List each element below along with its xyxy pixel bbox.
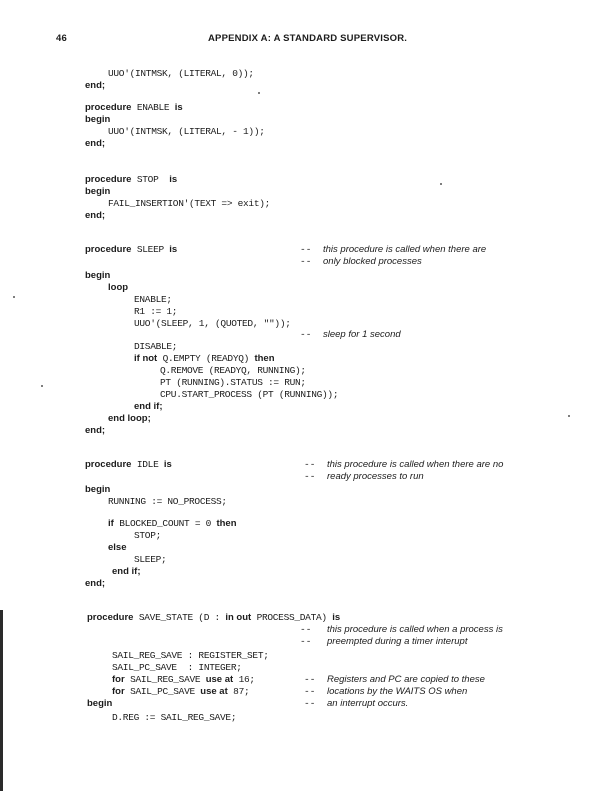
comment-dash: -- — [304, 686, 316, 697]
code-line: UUO'(SLEEP, 1, (QUOTED, "")); — [134, 318, 291, 329]
code-line: begin — [85, 484, 111, 495]
code-line: end; — [85, 210, 106, 221]
code-line: begin — [85, 270, 111, 281]
procedure-stop-header: procedure STOP is — [85, 174, 178, 185]
running-title: APPENDIX A: A STANDARD SUPERVISOR. — [208, 33, 408, 44]
code-line: loop — [108, 282, 129, 293]
code-line: UUO'(INTMSK, (LITERAL, - 1)); — [108, 126, 265, 137]
code-line: end; — [85, 425, 106, 436]
code-line: end if; — [112, 566, 141, 577]
code-line: UUO'(INTMSK, (LITERAL, 0)); — [108, 68, 254, 79]
comment-dash: -- — [304, 459, 316, 470]
code-line: ENABLE; — [134, 294, 172, 305]
comment-dash: -- — [304, 471, 316, 482]
code-line: SAIL_REG_SAVE : REGISTER_SET; — [112, 650, 269, 661]
code-line: Q.REMOVE (READYQ, RUNNING); — [160, 365, 306, 376]
comment: locations by the WAITS OS when — [327, 686, 468, 697]
comment-dash: -- — [300, 244, 312, 255]
comment-dash: -- — [300, 329, 312, 340]
comment: an interrupt occurs. — [327, 698, 409, 709]
code-line: end; — [85, 578, 106, 589]
comment: only blocked processes — [323, 256, 422, 267]
code-line: begin — [85, 114, 111, 125]
procedure-sleep-header: procedure SLEEP is — [85, 244, 178, 255]
code-line: DISABLE; — [134, 341, 178, 352]
code-line: if not Q.EMPTY (READYQ) then — [134, 353, 275, 364]
scan-speck — [258, 92, 260, 94]
code-line: R1 := 1; — [134, 306, 178, 317]
procedure-enable-header: procedure ENABLE is — [85, 102, 183, 113]
code-line: end if; — [134, 401, 163, 412]
scan-edge — [0, 610, 3, 791]
comment: this procedure is called when there are — [323, 244, 487, 255]
code-line: if BLOCKED_COUNT = 0 then — [108, 518, 237, 529]
comment-dash: -- — [300, 636, 312, 647]
procedure-idle-header: procedure IDLE is — [85, 459, 172, 470]
comment-dash: -- — [304, 698, 316, 709]
code-line: else — [108, 542, 127, 553]
code-line: STOP; — [134, 530, 162, 541]
code-line: end; — [85, 80, 106, 91]
code-line: for SAIL_REG_SAVE use at 16; — [112, 674, 255, 685]
page-number: 46 — [56, 33, 67, 44]
scan-speck — [13, 296, 15, 298]
code-line: begin — [87, 698, 113, 709]
code-line: CPU.START_PROCESS (PT (RUNNING)); — [160, 389, 339, 400]
comment: this procedure is called when there are no — [327, 459, 504, 470]
comment: this procedure is called when a process is — [327, 624, 503, 635]
code-line: end loop; — [108, 413, 151, 424]
code-line: end; — [85, 138, 106, 149]
comment-dash: -- — [304, 674, 316, 685]
code-line: D.REG := SAIL_REG_SAVE; — [112, 712, 237, 723]
code-line: RUNNING := NO_PROCESS; — [108, 496, 227, 507]
comment-dash: -- — [300, 624, 312, 635]
scan-speck — [568, 415, 570, 417]
procedure-save-state-header: procedure SAVE_STATE (D : in out PROCESS_DATA) is — [87, 612, 341, 623]
comment: preempted during a timer interupt — [327, 636, 468, 647]
scan-speck — [440, 183, 442, 185]
comment: Registers and PC are copied to these — [327, 674, 485, 685]
comment-dash: -- — [300, 256, 312, 267]
code-line: SAIL_PC_SAVE : INTEGER; — [112, 662, 242, 673]
code-line: PT (RUNNING).STATUS := RUN; — [160, 377, 306, 388]
code-line: FAIL_INSERTION'(TEXT => exit); — [108, 198, 271, 209]
scan-speck — [41, 385, 43, 387]
code-line: SLEEP; — [134, 554, 167, 565]
comment: ready processes to run — [327, 471, 424, 482]
comment: sleep for 1 second — [323, 329, 401, 340]
code-line: for SAIL_PC_SAVE use at 87; — [112, 686, 250, 697]
code-line: begin — [85, 186, 111, 197]
